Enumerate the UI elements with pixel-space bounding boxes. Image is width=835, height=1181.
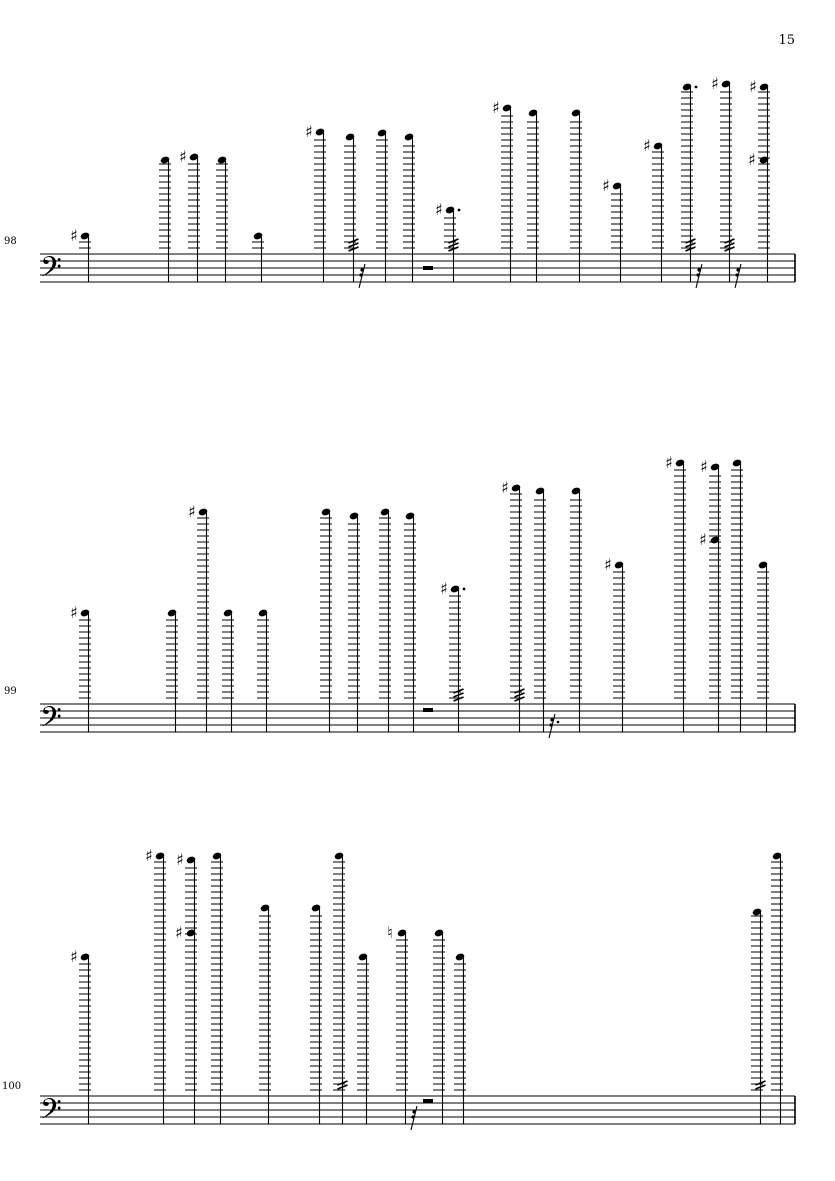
note bbox=[257, 608, 269, 732]
note bbox=[699, 457, 721, 732]
note bbox=[602, 176, 623, 282]
system-98 bbox=[4, 74, 795, 291]
note bbox=[357, 952, 369, 1124]
sharp-icon: ♯ bbox=[175, 923, 183, 942]
sharp-icon: ♯ bbox=[70, 947, 78, 966]
sharp-icon: ♯ bbox=[179, 147, 187, 166]
sharp-icon: ♯ bbox=[711, 74, 719, 93]
note bbox=[216, 155, 228, 282]
half-rest-icon bbox=[423, 1099, 433, 1103]
note bbox=[70, 947, 91, 1124]
rest-icon bbox=[696, 273, 699, 276]
note bbox=[145, 846, 166, 1124]
half-rest-icon bbox=[423, 708, 433, 712]
note bbox=[570, 108, 582, 282]
sharp-icon: ♯ bbox=[748, 150, 756, 169]
rest-icon bbox=[550, 718, 553, 721]
note bbox=[757, 560, 769, 732]
sharp-icon: ♯ bbox=[70, 603, 78, 622]
note bbox=[404, 511, 416, 732]
rest-icon bbox=[735, 273, 738, 276]
note bbox=[423, 266, 433, 270]
note bbox=[440, 579, 465, 732]
note bbox=[643, 136, 664, 282]
note bbox=[211, 851, 223, 1124]
note bbox=[166, 608, 178, 732]
measure-number: 100 bbox=[2, 1081, 22, 1092]
note-group bbox=[70, 846, 783, 1130]
bass-clef-icon: 𝄢 bbox=[40, 701, 62, 741]
note bbox=[771, 851, 783, 1124]
note bbox=[665, 453, 686, 732]
rest-icon bbox=[359, 273, 362, 276]
sharp-icon: ♯ bbox=[700, 457, 708, 476]
note bbox=[751, 907, 766, 1124]
sharp-icon: ♯ bbox=[749, 77, 757, 96]
note bbox=[320, 507, 332, 732]
note bbox=[252, 231, 264, 282]
natural-icon: ♮ bbox=[387, 923, 393, 942]
rest-icon bbox=[697, 268, 700, 271]
system-99 bbox=[4, 453, 795, 741]
note bbox=[259, 903, 271, 1124]
sharp-icon: ♯ bbox=[70, 226, 78, 245]
note bbox=[305, 122, 326, 282]
staff bbox=[40, 704, 795, 732]
note bbox=[376, 128, 388, 282]
note bbox=[70, 603, 91, 732]
sharp-icon: ♯ bbox=[440, 579, 448, 598]
system-100 bbox=[2, 846, 795, 1133]
sharp-icon: ♯ bbox=[699, 530, 707, 549]
note bbox=[604, 555, 625, 732]
note bbox=[454, 952, 466, 1124]
note bbox=[501, 478, 525, 732]
note bbox=[159, 155, 171, 282]
note bbox=[310, 903, 322, 1124]
note bbox=[188, 502, 209, 732]
dot bbox=[557, 721, 560, 724]
note bbox=[222, 608, 234, 732]
bass-clef-icon: 𝄢 bbox=[40, 1093, 62, 1133]
rest-icon bbox=[360, 268, 363, 271]
note bbox=[333, 851, 348, 1124]
note bbox=[179, 147, 200, 282]
measure-number: 98 bbox=[4, 236, 17, 247]
note bbox=[711, 74, 741, 288]
note bbox=[433, 928, 445, 1124]
sharp-icon: ♯ bbox=[665, 453, 673, 472]
bass-clef-icon: 𝄢 bbox=[40, 251, 62, 291]
rest-icon bbox=[736, 268, 739, 271]
sharp-icon: ♯ bbox=[501, 478, 509, 497]
sharp-icon: ♯ bbox=[188, 502, 196, 521]
dot bbox=[458, 209, 461, 212]
note bbox=[731, 458, 743, 732]
dot bbox=[463, 588, 466, 591]
note bbox=[423, 708, 433, 712]
sharp-icon: ♯ bbox=[145, 846, 153, 865]
note bbox=[423, 1099, 433, 1103]
sharp-icon: ♯ bbox=[492, 98, 500, 117]
rest-icon bbox=[411, 1115, 414, 1118]
measure-number: 99 bbox=[4, 686, 17, 697]
sharp-icon: ♯ bbox=[176, 850, 184, 869]
note bbox=[748, 77, 770, 282]
note bbox=[403, 132, 415, 282]
rest-icon bbox=[412, 1110, 415, 1113]
note bbox=[570, 486, 582, 732]
note bbox=[175, 850, 197, 1124]
note bbox=[348, 511, 360, 732]
note bbox=[527, 108, 539, 282]
rest-icon bbox=[549, 723, 552, 726]
half-rest-icon bbox=[423, 266, 433, 270]
sharp-icon: ♯ bbox=[604, 555, 612, 574]
note bbox=[435, 200, 460, 282]
sharp-icon: ♯ bbox=[602, 176, 610, 195]
sharp-icon: ♯ bbox=[643, 136, 651, 155]
dot bbox=[695, 86, 698, 89]
staff bbox=[40, 1096, 795, 1124]
note-group bbox=[70, 453, 769, 738]
sharp-icon: ♯ bbox=[305, 122, 313, 141]
note bbox=[379, 507, 391, 732]
note bbox=[681, 82, 702, 288]
note bbox=[344, 132, 365, 288]
note-group bbox=[70, 74, 770, 288]
staff bbox=[40, 254, 795, 282]
sharp-icon: ♯ bbox=[435, 200, 443, 219]
note bbox=[534, 486, 559, 738]
page-number: 15 bbox=[778, 33, 795, 48]
note bbox=[387, 923, 417, 1130]
